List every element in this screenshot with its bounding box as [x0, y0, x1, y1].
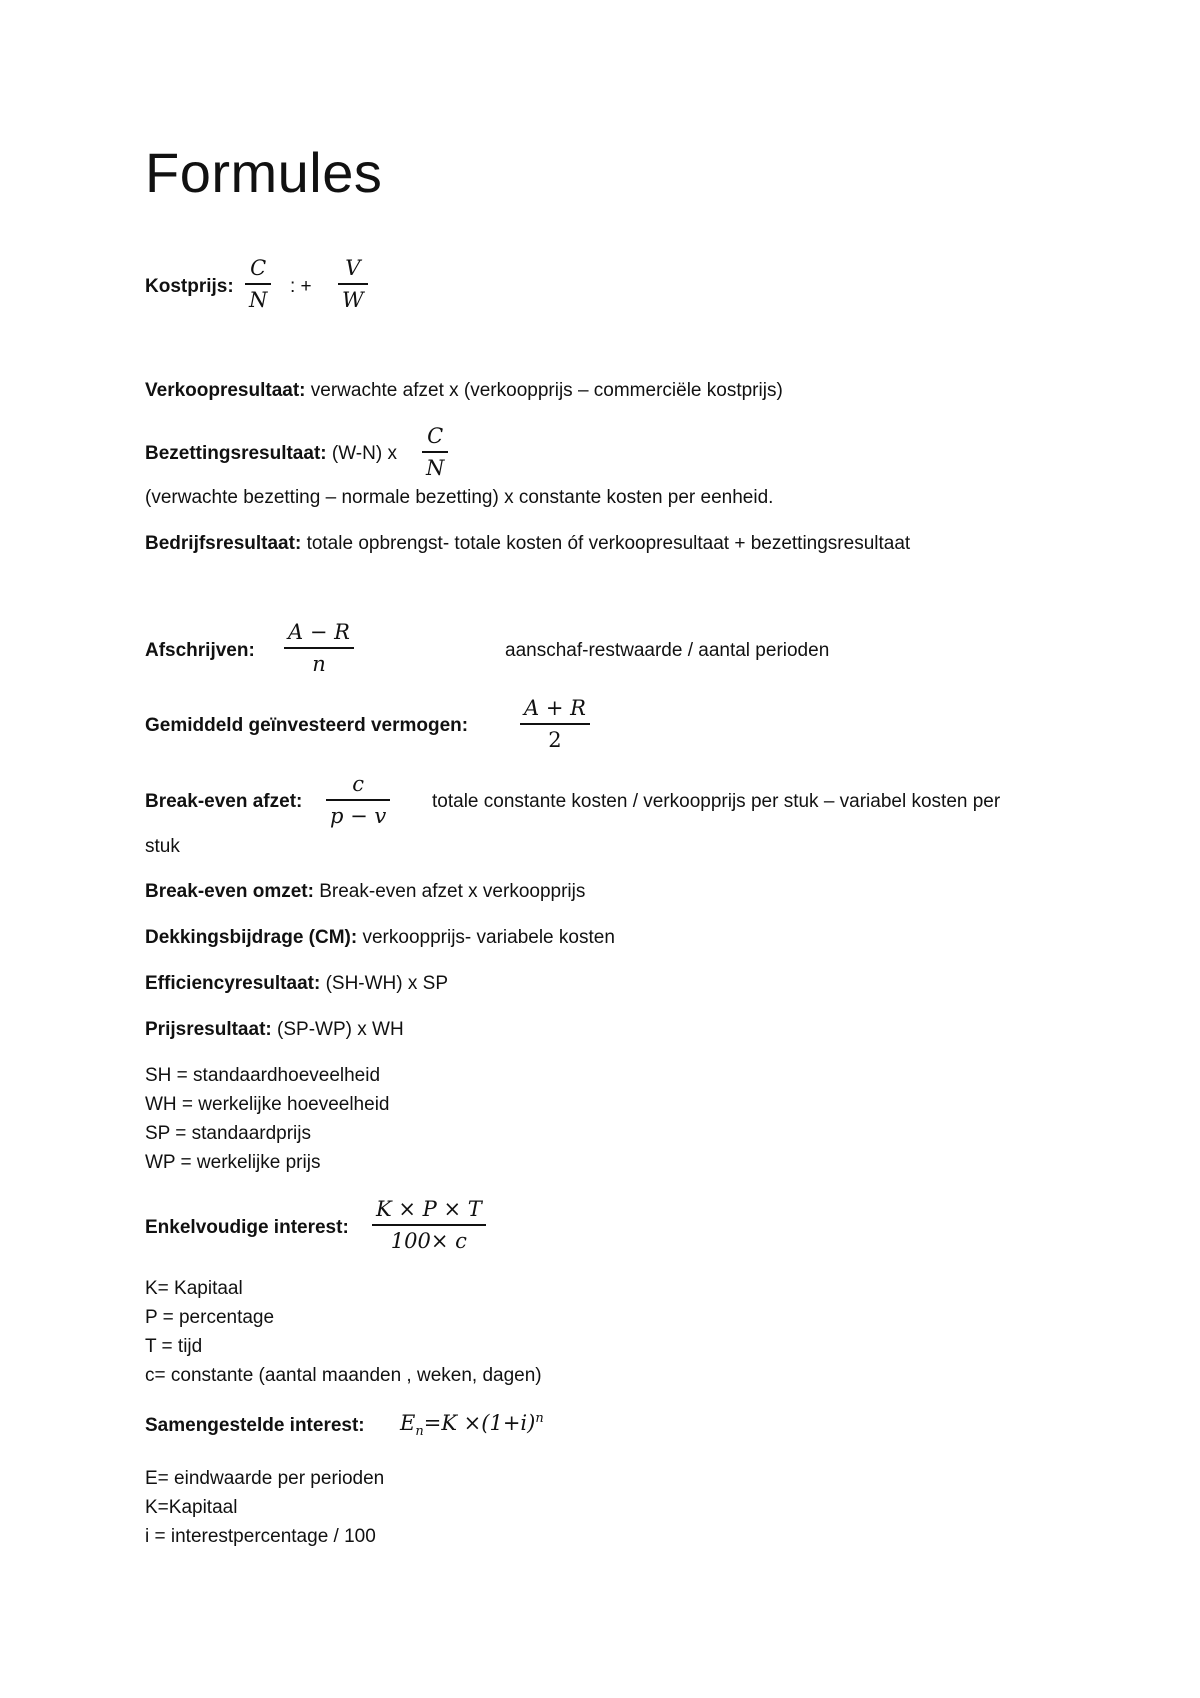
bedrijfsresultaat-line [145, 533, 910, 555]
formula-rhs-exponent: n [535, 1411, 544, 1426]
fraction-denominator: W [342, 288, 364, 312]
gemiddeld-fraction [520, 696, 590, 752]
samengestelde-interest-formula [400, 1411, 544, 1439]
legend-item: c= constante (aantal maanden , weken, dagen) [145, 1365, 542, 1386]
breakeven-afzet-label: Break-even afzet: [145, 791, 303, 812]
bezettingsresultaat-text: (W-N) x [331, 443, 397, 464]
legend-item: SP = standaardprijs [145, 1123, 311, 1144]
legend-variables-2 [145, 1274, 542, 1390]
legend-item: T = tijd [145, 1336, 203, 1357]
efficiency-label: Efficiencyresultaat: [145, 973, 321, 994]
dekkingsbijdrage-label: Dekkingsbijdrage (CM): [145, 927, 358, 948]
legend-item: i = interestpercentage / 100 [145, 1526, 376, 1547]
fraction-denominator: p − v [330, 804, 387, 828]
breakeven-afzet-fraction [326, 772, 390, 828]
formula-rhs: =K ×(1+i) [423, 1411, 536, 1435]
breakeven-omzet-line [145, 881, 585, 903]
gemiddeld-label: Gemiddeld geïnvesteerd vermogen: [145, 715, 469, 736]
verkoopresultaat-line [145, 380, 783, 402]
kostprijs-operator: : + [290, 276, 312, 297]
kostprijs-fraction-1 [245, 256, 271, 312]
prijsresultaat-text: (SP-WP) x WH [277, 1019, 404, 1040]
verkoopresultaat-text: verwachte afzet x (verkoopprijs – commerciële kostprijs) [310, 380, 783, 401]
fraction-denominator: 2 [548, 728, 562, 752]
fraction-denominator: N [249, 288, 268, 312]
bezettingsresultaat-fraction [422, 424, 448, 480]
prijsresultaat-line [145, 1019, 404, 1041]
bedrijfsresultaat-text: totale opbrengst- totale kosten óf verkoopresultaat + bezettingsresultaat [306, 533, 911, 554]
bedrijfsresultaat-label: Bedrijfsresultaat: [145, 533, 302, 554]
kostprijs-fraction-2 [338, 256, 368, 312]
fraction-denominator: n [312, 652, 326, 676]
formula-lhs: E [400, 1411, 416, 1435]
page-title: Formules [145, 141, 383, 204]
bezettingsresultaat-line [145, 443, 397, 465]
fraction-numerator: V [345, 256, 361, 280]
dekkingsbijdrage-text: verkoopprijs- variabele kosten [362, 927, 615, 948]
legend-variables-3 [145, 1464, 384, 1551]
afschrijven-label: Afschrijven: [145, 640, 255, 661]
bezettingsresultaat-label: Bezettingsresultaat: [145, 443, 327, 464]
enkelvoudige-interest-fraction [372, 1197, 486, 1253]
breakeven-afzet-description: totale constante kosten / verkoopprijs per stuk – variabel kosten per [432, 791, 1001, 812]
enkelvoudige-interest-label: Enkelvoudige interest: [145, 1217, 349, 1238]
legend-item: SH = standaardhoeveelheid [145, 1065, 381, 1086]
legend-item: WP = werkelijke prijs [145, 1152, 321, 1173]
legend-variables-1 [145, 1061, 389, 1177]
fraction-numerator: c [352, 772, 365, 796]
fraction-numerator: K × P × T [376, 1197, 482, 1221]
fraction-denominator: 100× c [390, 1229, 467, 1253]
fraction-numerator: C [427, 424, 444, 448]
efficiency-text: (SH-WH) x SP [325, 973, 449, 994]
kostprijs-label: Kostprijs: [145, 276, 234, 297]
prijsresultaat-label: Prijsresultaat: [145, 1019, 272, 1040]
dekkingsbijdrage-line [145, 927, 615, 949]
breakeven-omzet-label: Break-even omzet: [145, 881, 314, 902]
samengestelde-interest-label: Samengestelde interest: [145, 1415, 365, 1436]
formula-lhs-subscript: n [415, 1424, 424, 1440]
legend-item: WH = werkelijke hoeveelheid [145, 1094, 390, 1115]
afschrijven-fraction [284, 620, 354, 676]
bezettingsresultaat-description: (verwachte bezetting – normale bezetting) x constante kosten per eenheid. [145, 487, 774, 508]
fraction-numerator: C [250, 256, 267, 280]
breakeven-afzet-description-cont: stuk [145, 836, 180, 857]
legend-item: P = percentage [145, 1307, 275, 1328]
fraction-denominator: N [426, 456, 445, 480]
efficiency-line [145, 973, 448, 995]
verkoopresultaat-label: Verkoopresultaat: [145, 380, 306, 401]
legend-item: K=Kapitaal [145, 1497, 238, 1518]
breakeven-omzet-text: Break-even afzet x verkoopprijs [319, 881, 586, 902]
legend-item: E= eindwaarde per perioden [145, 1468, 385, 1489]
fraction-numerator: A − R [288, 620, 350, 644]
legend-item: K= Kapitaal [145, 1278, 243, 1299]
afschrijven-description: aanschaf-restwaarde / aantal perioden [505, 640, 830, 661]
fraction-numerator: A + R [524, 696, 586, 720]
